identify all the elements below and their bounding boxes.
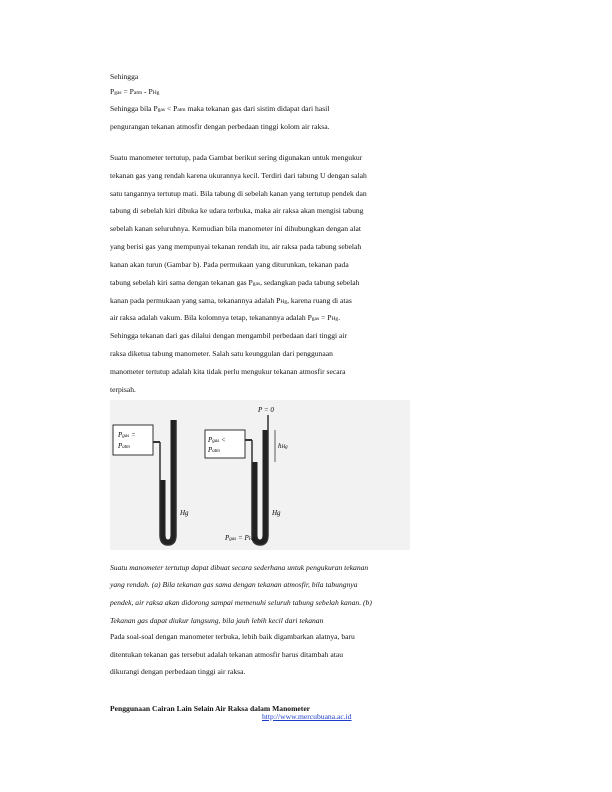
footer-link[interactable]: http://www.mercubuana.ac.id — [262, 712, 352, 721]
section-heading: Penggunaan Cairan Lain Selain Air Raksa dalam Manometer — [110, 704, 311, 713]
paragraph-2-line-11: Sehingga tekanan dari gas dilalui dengan mengambil perbedaan dari tinggi air — [110, 331, 348, 340]
caption-line-1: Suatu manometer tertutup dapat dibuat secara sederhana untuk pengukuran tekanan — [110, 563, 369, 572]
paragraph-2-line-3: satu tangannya tertutup mati. Bila tabung di sebelah kanan yang tertutup pendek dan — [110, 189, 367, 198]
paragraph-3-line-1: Pada soal-soal dengan manometer terbuka, lebih baik digambarkan alatnya, baru — [110, 632, 355, 641]
paragraph-2-line-1: Suatu manometer tertutup, pada Gambat berikut sering digunakan untuk mengukur — [110, 153, 363, 162]
paragraph-3-line-3: dikurangi dengan perbedaan tinggi air raksa. — [110, 667, 246, 676]
paragraph-2-line-12: raksa diketua tabung manometer. Salah satu keunggulan dari penggunaan — [110, 349, 333, 358]
fig-b-pgas-label: Pgas < — [208, 436, 226, 444]
paragraph-2-line-13: manometer tertutup adalah kita tidak perlu mengukur tekanan atmosfir secara — [110, 367, 346, 376]
paragraph-2-line-6: yang berisi gas yang mempunyai tekanan rendah itu, air raksa pada tabung sebelah — [110, 242, 362, 251]
closed-manometer-figure — [110, 400, 410, 550]
caption-line-2: yang rendah. (a) Bila tekanan gas sama dengan tekanan atmosfir, bila tabungnya — [110, 580, 358, 589]
fig-a-hg-label: Hg — [180, 509, 189, 517]
paragraph-2-line-8: tabung sebelah kiri sama dengan tekanan gas Pgas, sedangkan pada tabung sebelah — [110, 278, 360, 287]
caption-line-3: pendek, air raksa akan didorong sampai memenuhi seluruh tabung sebelah kanan. (b) — [110, 598, 372, 607]
fig-b-p0-label: P = 0 — [258, 406, 274, 414]
paragraph-3-line-2: ditentukan tekanan gas tersebut adalah tekanan atmosfir harus ditambah atau — [110, 650, 343, 659]
paragraph-2-line-4: tabung di sebelah kiri dibuka ke udara terbuka, maka air raksa akan mengisi tabung — [110, 206, 364, 215]
paragraph-2-line-9: kanan pada permukaan yang sama, tekanannya adalah PHg, karena ruang di atas — [110, 296, 352, 305]
paragraph-2-line-7: kanan akan turun (Gambar b). Pada permukaan yang diturunkan, tekanan pada — [110, 260, 349, 269]
paragraph-2-line-5: sebelah kanan seluruhnya. Kemudian bila manometer ini dihubungkan dengan alat — [110, 224, 361, 233]
paragraph-1-line-1: Sehingga bila Pgas < Patm maka tekanan gas dari sistim didapat dari hasil — [110, 104, 330, 113]
formula: Pgas = Patm - PHg — [110, 87, 160, 96]
heading: Sehingga — [110, 72, 139, 81]
fig-b-hg-label: Hg — [272, 509, 281, 517]
fig-b-bottom-label: Pgas = PHg — [225, 534, 255, 542]
fig-b-patm-label: Patm — [208, 446, 220, 454]
paragraph-1-line-2: pengurangan tekanan atmosfir dengan perbedaan tinggi kolom air raksa. — [110, 122, 330, 131]
caption-line-4: Tekanan gas dapat diukur langsung, bila jauh lebih kecil dari tekanan — [110, 616, 324, 625]
paragraph-2-line-14: terpisah. — [110, 385, 136, 394]
fig-b-h-label: hHg — [278, 442, 288, 450]
fig-a-pgas-label: Pgas = — [118, 431, 136, 439]
paragraph-2-line-10: air raksa adalah vakum. Bila kolomnya tetap, tekanannya adalah Pgas = PHg. — [110, 313, 341, 322]
fig-a-patm-label: Patm — [118, 442, 130, 450]
paragraph-2-line-2: tekanan gas yang rendah karena ukurannya kecil. Terdiri dari tabung U dengan salah — [110, 171, 367, 180]
